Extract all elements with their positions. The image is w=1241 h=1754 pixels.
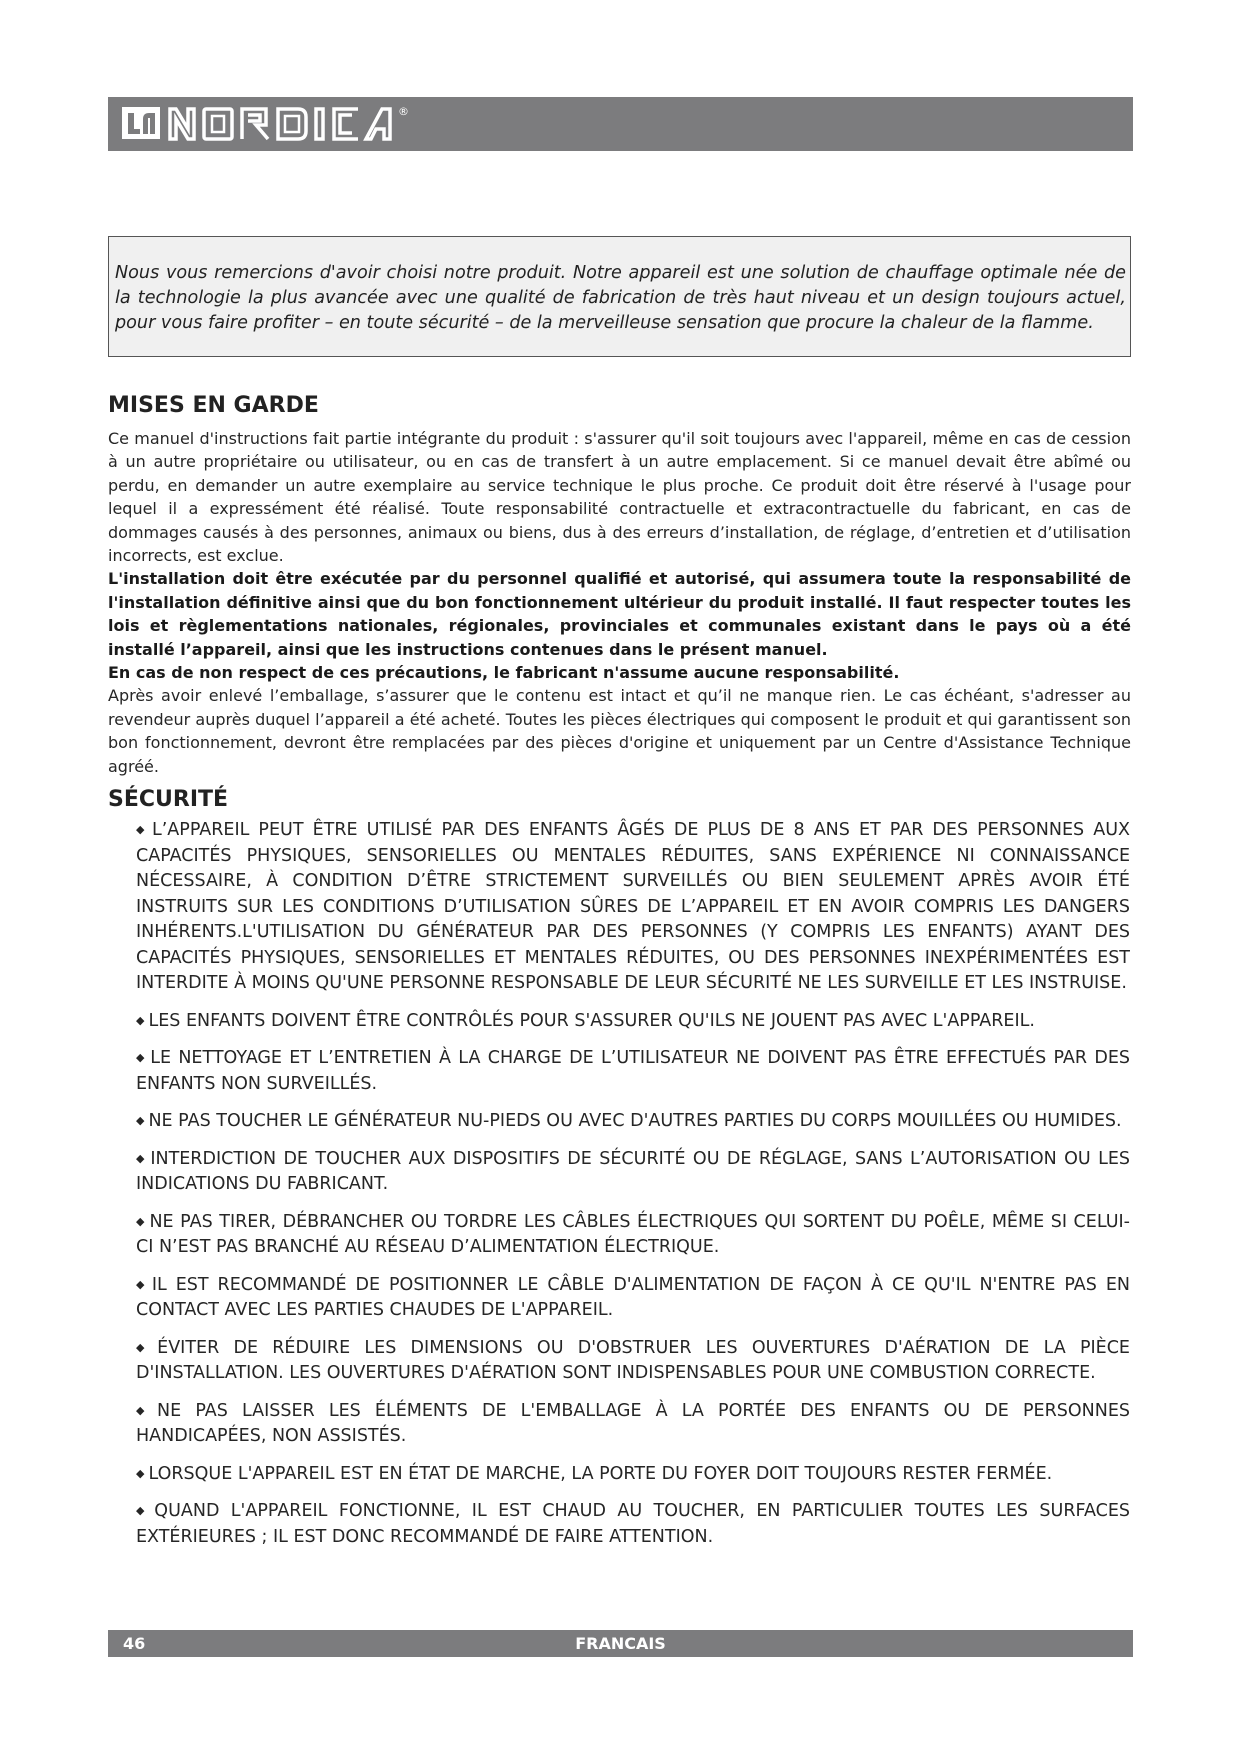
bullet-diamond-icon: ◆ <box>136 823 148 836</box>
safety-item: ◆ NE PAS LAISSER LES ÉLÉMENTS DE L'EMBALLAGE À LA PORTÉE DES ENFANTS OU DE PERSONNES HANDICAPÉES, NON ASSISTÉS. <box>136 1400 1130 1446</box>
bullet-diamond-icon: ◆ <box>136 1114 145 1127</box>
warnings-paragraph-2-bold: L'installation doit être exécutée par du personnel qualifié et autorisé, qui assumera toute la responsabilité de l'installation définitive ainsi que du bon fonctionnement ultérieur du produit installé. Il faut respecter toutes les lois et règlementations nationales, régionales, provinciales et communales existant dans le pays où a été installé l’appareil, ainsi que les instructions contenues dans le présent manuel. <box>108 569 1131 659</box>
bullet-diamond-icon: ◆ <box>136 1013 145 1027</box>
safety-item: ◆ LE NETTOYAGE ET L’ENTRETIEN À LA CHARGE DE L’UTILISATEUR NE DOIVENT PAS ÊTRE EFFECTUÉS PAR DES ENFANTS NON SURVEILLÉS. <box>136 1048 1130 1094</box>
safety-item: ◆ LES ENFANTS DOIVENT ÊTRE CONTRÔLÉS POUR S'ASSURER QU'ILS NE JOUENT PAS AVEC L'APPAREIL. <box>136 1010 1035 1031</box>
registered-mark: ® <box>398 105 409 118</box>
bullet-diamond-icon: ◆ <box>136 1151 147 1165</box>
warnings-paragraph-1: Ce manuel d'instructions fait partie intégrante du produit : s'assurer qu'il soit toujours avec l'appareil, même en cas de cession à un autre propriétaire ou utilisateur, ou en cas de transfert à un autre emplacement. Si ce manuel devait être abîmé ou perdu, en demander un autre exemplaire au service technique le plus proche. Ce produit doit être réservé à l'usage pour lequel il a expressément été réalisé. Toute responsabilité contractuelle et extracontractuelle du fabricant, en cas de dommages causés à des personnes, animaux ou biens, dus à des erreurs d’installation, de réglage, d’entretien et d’utilisation incorrects, est exclue. <box>108 429 1131 566</box>
footer-language: FRANCAIS <box>575 1634 666 1653</box>
safety-item: ◆ L’APPAREIL PEUT ÊTRE UTILISÉ PAR DES ENFANTS ÂGÉS DE PLUS DE 8 ANS ET PAR DES PERSONNES AUX CAPACITÉS PHYSIQUES, SENSORIELLES OU MENTALES RÉDUITES, SANS EXPÉRIENCE NI CONNAISSANCE NÉCESSAIRE, À CONDITION D’ÊTRE STRICTEMENT SURVEILLÉS OU BIEN SEULEMENT APRÈS AVOIR ÉTÉ INSTRUITS SUR LES CONDITIONS D’UTILISATION SÛRES DE L’APPAREIL ET EN AVOIR COMPRIS LES DANGERS INHÉRENTS.L'UTILISATION DU GÉNÉRATEUR PAR DES PERSONNES (Y COMPRIS LES ENFANTS) AYANT DES CAPACITÉS PHYSIQUES, SENSORIELLES ET MENTALES RÉDUITES, OU DES PERSONNES INEXPÉRIMENTÉES EST INTERDITE À MOINS QU'UNE PERSONNE RESPONSABLE DE LEUR SÉCURITÉ NE LES SURVEILLE ET LES INSTRUISE. <box>136 820 1130 993</box>
bullet-diamond-icon: ◆ <box>136 1340 154 1354</box>
safety-list <box>136 817 1130 1561</box>
warnings-paragraph-3-bold: En cas de non respect de ces précautions, le fabricant n'assume aucune responsabilité. <box>108 663 900 683</box>
safety-item: ◆ INTERDICTION DE TOUCHER AUX DISPOSITIFS DE SÉCURITÉ OU DE RÉGLAGE, SANS L’AUTORISATION OU LES INDICATIONS DU FABRICANT. <box>136 1148 1130 1194</box>
warnings-paragraph-4: Après avoir enlevé l’emballage, s’assurer que le contenu est intact et qu’il ne manque rien. Le cas échéant, s'adresser au revendeur auprès duquel l’appareil a été acheté. Toutes les pièces électriques qui composent le produit et qui garantissent son bon fonctionnement, devront être remplacées par des pièces d'origine et uniquement par un Centre d'Assistance Technique agréé. <box>108 686 1131 776</box>
safety-item: ◆ LORSQUE L'APPAREIL EST EN ÉTAT DE MARCHE, LA PORTE DU FOYER DOIT TOUJOURS RESTER FERMÉE. <box>136 1463 1053 1484</box>
bullet-diamond-icon: ◆ <box>136 1214 146 1228</box>
bullet-diamond-icon: ◆ <box>136 1277 148 1291</box>
safety-item: ◆ ÉVITER DE RÉDUIRE LES DIMENSIONS OU D'OBSTRUER LES OUVERTURES D'AÉRATION DE LA PIÈCE D'INSTALLATION. LES OUVERTURES D'AÉRATION SONT INDISPENSABLES POUR UNE COMBUSTION CORRECTE. <box>136 1337 1130 1383</box>
header-bar <box>108 97 1133 151</box>
safety-title: SÉCURITÉ <box>108 787 229 812</box>
bullet-diamond-icon: ◆ <box>136 1051 147 1064</box>
safety-item: ◆ NE PAS TOUCHER LE GÉNÉRATEUR NU-PIEDS OU AVEC D'AUTRES PARTIES DU CORPS MOUILLÉES OU HUMIDES. <box>136 1111 1122 1131</box>
safety-item: ◆ QUAND L'APPAREIL FONCTIONNE, IL EST CHAUD AU TOUCHER, EN PARTICULIER TOUTES LES SURFACES EXTÉRIEURES ; IL EST DONC RECOMMANDÉ DE FAIRE ATTENTION. <box>136 1501 1130 1547</box>
intro-text: Nous vous remercions d'avoir choisi notre produit. Notre appareil est une solution de chauffage optimale née de la technologie la plus avancée avec une qualité de fabrication de très haut niveau et un design toujours actuel, pour vous faire profiter – en toute sécurité – de la merveilleuse sensation que procure la chaleur de la flamme. <box>115 263 1126 333</box>
bullet-diamond-icon: ◆ <box>136 1504 151 1517</box>
intro-box <box>108 236 1131 357</box>
footer-bar <box>108 1630 1133 1657</box>
warnings-section <box>108 427 1131 778</box>
bullet-diamond-icon: ◆ <box>136 1466 145 1480</box>
page-number: 46 <box>123 1634 146 1653</box>
brand-name <box>108 97 109 98</box>
la-nordica-logo <box>122 101 422 147</box>
bullet-diamond-icon: ◆ <box>136 1403 154 1417</box>
safety-item: ◆ IL EST RECOMMANDÉ DE POSITIONNER LE CÂBLE D'ALIMENTATION DE FAÇON À CE QU'IL N'ENTRE PAS EN CONTACT AVEC LES PARTIES CHAUDES DE L'APPAREIL. <box>136 1274 1130 1320</box>
safety-item: ◆ NE PAS TIRER, DÉBRANCHER OU TORDRE LES CÂBLES ÉLECTRIQUES QUI SORTENT DU POÊLE, MÊME SI CELUI-CI N’EST PAS BRANCHÉ AU RÉSEAU D’ALIMENTATION ÉLECTRIQUE. <box>136 1211 1130 1257</box>
warnings-title: MISES EN GARDE <box>108 393 319 418</box>
